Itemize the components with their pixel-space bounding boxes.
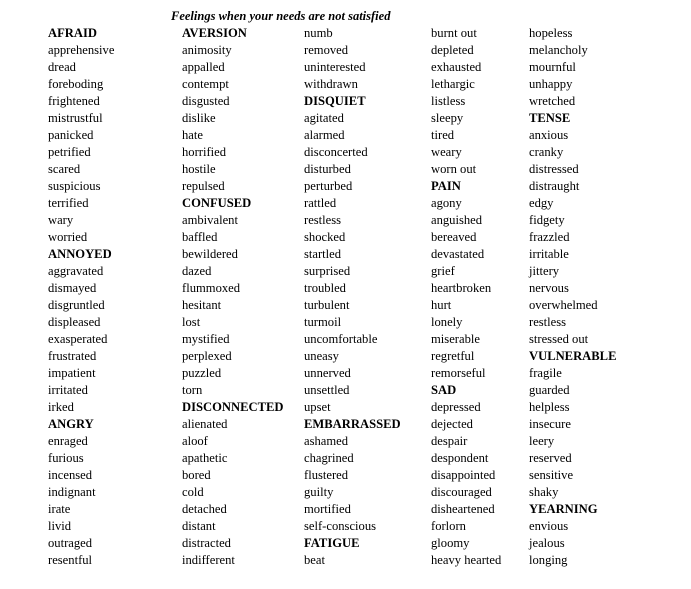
category-heading: DISCONNECTED bbox=[182, 400, 284, 414]
feeling-word: foreboding bbox=[48, 77, 104, 91]
feeling-word: bored bbox=[182, 468, 211, 482]
word-column-3 bbox=[304, 25, 401, 569]
feeling-word: mournful bbox=[529, 60, 576, 74]
feeling-word: sleepy bbox=[431, 111, 464, 125]
feeling-word: hurt bbox=[431, 298, 452, 312]
feeling-word: puzzled bbox=[182, 366, 222, 380]
feeling-word: chagrined bbox=[304, 451, 354, 465]
feeling-word: distracted bbox=[182, 536, 231, 550]
feeling-word: uninterested bbox=[304, 60, 366, 74]
feeling-word: bereaved bbox=[431, 230, 477, 244]
feeling-word: indignant bbox=[48, 485, 96, 499]
word-column-2 bbox=[182, 25, 283, 569]
feeling-word: disconcerted bbox=[304, 145, 368, 159]
feeling-word: remorseful bbox=[431, 366, 486, 380]
feeling-word: beat bbox=[304, 553, 325, 567]
feeling-word: dazed bbox=[182, 264, 212, 278]
word-column-5 bbox=[529, 25, 616, 569]
feeling-word: hate bbox=[182, 128, 203, 142]
feeling-word: wary bbox=[48, 213, 74, 227]
feeling-word: apathetic bbox=[182, 451, 228, 465]
feeling-word: mistrustful bbox=[48, 111, 103, 125]
feeling-word: leery bbox=[529, 434, 555, 448]
feeling-word: lethargic bbox=[431, 77, 475, 91]
feeling-word: alienated bbox=[182, 417, 228, 431]
feeling-word: disgusted bbox=[182, 94, 230, 108]
feeling-word: displeased bbox=[48, 315, 101, 329]
feeling-word: helpless bbox=[529, 400, 570, 414]
feeling-word: startled bbox=[304, 247, 342, 261]
feeling-word: disheartened bbox=[431, 502, 495, 516]
feeling-word: cold bbox=[182, 485, 204, 499]
feeling-word: worried bbox=[48, 230, 88, 244]
feeling-word: depressed bbox=[431, 400, 481, 414]
feeling-word: lonely bbox=[431, 315, 463, 329]
feeling-word: forlorn bbox=[431, 519, 466, 533]
feeling-word: reserved bbox=[529, 451, 572, 465]
feeling-word: shaky bbox=[529, 485, 559, 499]
category-heading: VULNERABLE bbox=[529, 349, 617, 363]
feeling-word: heartbroken bbox=[431, 281, 492, 295]
feeling-word: alarmed bbox=[304, 128, 345, 142]
page-title: Feelings when your needs are not satisfied bbox=[171, 9, 391, 23]
feeling-word: scared bbox=[48, 162, 81, 176]
feeling-word: repulsed bbox=[182, 179, 225, 193]
feeling-word: fidgety bbox=[529, 213, 565, 227]
category-heading: AVERSION bbox=[182, 26, 247, 40]
feeling-word: numb bbox=[304, 26, 333, 40]
category-heading: SAD bbox=[431, 383, 457, 397]
feeling-word: heavy hearted bbox=[431, 553, 502, 567]
feeling-word: baffled bbox=[182, 230, 218, 244]
feeling-word: bewildered bbox=[182, 247, 238, 261]
feeling-word: tired bbox=[431, 128, 455, 142]
feeling-word: irritated bbox=[48, 383, 88, 397]
category-heading: EMBARRASSED bbox=[304, 417, 401, 431]
feeling-word: distressed bbox=[529, 162, 579, 176]
feeling-word: frazzled bbox=[529, 230, 570, 244]
feeling-word: cranky bbox=[529, 145, 564, 159]
feeling-word: anxious bbox=[529, 128, 569, 142]
feeling-word: jealous bbox=[529, 536, 565, 550]
feeling-word: discouraged bbox=[431, 485, 492, 499]
feeling-word: mortified bbox=[304, 502, 351, 516]
feeling-word: melancholy bbox=[529, 43, 588, 57]
feeling-word: suspicious bbox=[48, 179, 101, 193]
category-heading: PAIN bbox=[431, 179, 461, 193]
feeling-word: animosity bbox=[182, 43, 232, 57]
feeling-word: incensed bbox=[48, 468, 93, 482]
feeling-word: perturbed bbox=[304, 179, 353, 193]
feeling-word: unsettled bbox=[304, 383, 350, 397]
feeling-word: withdrawn bbox=[304, 77, 358, 91]
feeling-word: agony bbox=[431, 196, 462, 210]
feeling-word: appalled bbox=[182, 60, 225, 74]
feeling-word: despondent bbox=[431, 451, 489, 465]
feeling-word: exhausted bbox=[431, 60, 482, 74]
feeling-word: ashamed bbox=[304, 434, 349, 448]
feeling-word: unnerved bbox=[304, 366, 351, 380]
feeling-word: removed bbox=[304, 43, 349, 57]
feeling-word: troubled bbox=[304, 281, 346, 295]
category-heading: FATIGUE bbox=[304, 536, 360, 550]
feeling-word: flummoxed bbox=[182, 281, 241, 295]
feeling-word: uneasy bbox=[304, 349, 339, 363]
feeling-word: distraught bbox=[529, 179, 580, 193]
feeling-word: perplexed bbox=[182, 349, 232, 363]
feeling-word: grief bbox=[431, 264, 455, 278]
feeling-word: outraged bbox=[48, 536, 93, 550]
feeling-word: irritable bbox=[529, 247, 569, 261]
feeling-word: fragile bbox=[529, 366, 562, 380]
category-heading: AFRAID bbox=[48, 26, 97, 40]
feeling-word: rattled bbox=[304, 196, 337, 210]
feeling-word: horrified bbox=[182, 145, 227, 159]
category-heading: YEARNING bbox=[529, 502, 598, 516]
feeling-word: dejected bbox=[431, 417, 473, 431]
feeling-word: terrified bbox=[48, 196, 89, 210]
feeling-word: hesitant bbox=[182, 298, 222, 312]
feeling-word: envious bbox=[529, 519, 569, 533]
feeling-word: dread bbox=[48, 60, 76, 74]
feeling-word: indifferent bbox=[182, 553, 235, 567]
feeling-word: exasperated bbox=[48, 332, 108, 346]
feeling-word: burnt out bbox=[431, 26, 477, 40]
feeling-word: devastated bbox=[431, 247, 485, 261]
feeling-word: contempt bbox=[182, 77, 229, 91]
feeling-word: upset bbox=[304, 400, 331, 414]
feeling-word: turmoil bbox=[304, 315, 342, 329]
feeling-word: irate bbox=[48, 502, 71, 516]
feeling-word: distant bbox=[182, 519, 216, 533]
feeling-word: restless bbox=[529, 315, 567, 329]
feeling-word: frightened bbox=[48, 94, 100, 108]
category-heading: TENSE bbox=[529, 111, 571, 125]
feeling-word: overwhelmed bbox=[529, 298, 598, 312]
feeling-word: furious bbox=[48, 451, 84, 465]
feeling-word: listless bbox=[431, 94, 466, 108]
feeling-word: anguished bbox=[431, 213, 483, 227]
feeling-word: torn bbox=[182, 383, 203, 397]
feeling-word: self-conscious bbox=[304, 519, 377, 533]
feeling-word: regretful bbox=[431, 349, 475, 363]
feeling-word: nervous bbox=[529, 281, 569, 295]
feeling-word: shocked bbox=[304, 230, 346, 244]
feeling-word: impatient bbox=[48, 366, 96, 380]
feeling-word: panicked bbox=[48, 128, 94, 142]
feeling-word: insecure bbox=[529, 417, 571, 431]
feeling-word: agitated bbox=[304, 111, 344, 125]
feeling-word: stressed out bbox=[529, 332, 589, 346]
feeling-word: miserable bbox=[431, 332, 480, 346]
feeling-word: unhappy bbox=[529, 77, 573, 91]
category-heading: ANGRY bbox=[48, 417, 94, 431]
feeling-word: edgy bbox=[529, 196, 554, 210]
feeling-word: hostile bbox=[182, 162, 216, 176]
feeling-word: disturbed bbox=[304, 162, 351, 176]
feeling-word: uncomfortable bbox=[304, 332, 378, 346]
feeling-word: petrified bbox=[48, 145, 91, 159]
feeling-word: aloof bbox=[182, 434, 208, 448]
feeling-word: turbulent bbox=[304, 298, 350, 312]
feeling-word: sensitive bbox=[529, 468, 574, 482]
category-heading: ANNOYED bbox=[48, 247, 112, 261]
feeling-word: despair bbox=[431, 434, 468, 448]
feeling-word: detached bbox=[182, 502, 227, 516]
category-heading: CONFUSED bbox=[182, 196, 252, 210]
feeling-word: guilty bbox=[304, 485, 334, 499]
feeling-word: apprehensive bbox=[48, 43, 115, 57]
feeling-word: guarded bbox=[529, 383, 570, 397]
feeling-word: surprised bbox=[304, 264, 351, 278]
feeling-word: longing bbox=[529, 553, 568, 567]
feeling-word: depleted bbox=[431, 43, 474, 57]
word-column-4 bbox=[431, 25, 501, 569]
feeling-word: dislike bbox=[182, 111, 216, 125]
feeling-word: flustered bbox=[304, 468, 349, 482]
feeling-word: wretched bbox=[529, 94, 576, 108]
feeling-word: hopeless bbox=[529, 26, 573, 40]
feeling-word: mystified bbox=[182, 332, 230, 346]
feeling-word: resentful bbox=[48, 553, 93, 567]
feeling-word: frustrated bbox=[48, 349, 97, 363]
feeling-word: disappointed bbox=[431, 468, 496, 482]
feeling-word: weary bbox=[431, 145, 462, 159]
feeling-word: irked bbox=[48, 400, 74, 414]
feeling-word: gloomy bbox=[431, 536, 470, 550]
feeling-word: livid bbox=[48, 519, 72, 533]
feeling-word: disgruntled bbox=[48, 298, 105, 312]
category-heading: DISQUIET bbox=[304, 94, 366, 108]
feeling-word: jittery bbox=[529, 264, 560, 278]
feeling-word: restless bbox=[304, 213, 342, 227]
feeling-word: aggravated bbox=[48, 264, 104, 278]
feeling-word: ambivalent bbox=[182, 213, 238, 227]
feeling-word: lost bbox=[182, 315, 201, 329]
feeling-word: enraged bbox=[48, 434, 88, 448]
word-column-1 bbox=[48, 25, 114, 569]
feeling-word: worn out bbox=[431, 162, 477, 176]
feeling-word: dismayed bbox=[48, 281, 97, 295]
